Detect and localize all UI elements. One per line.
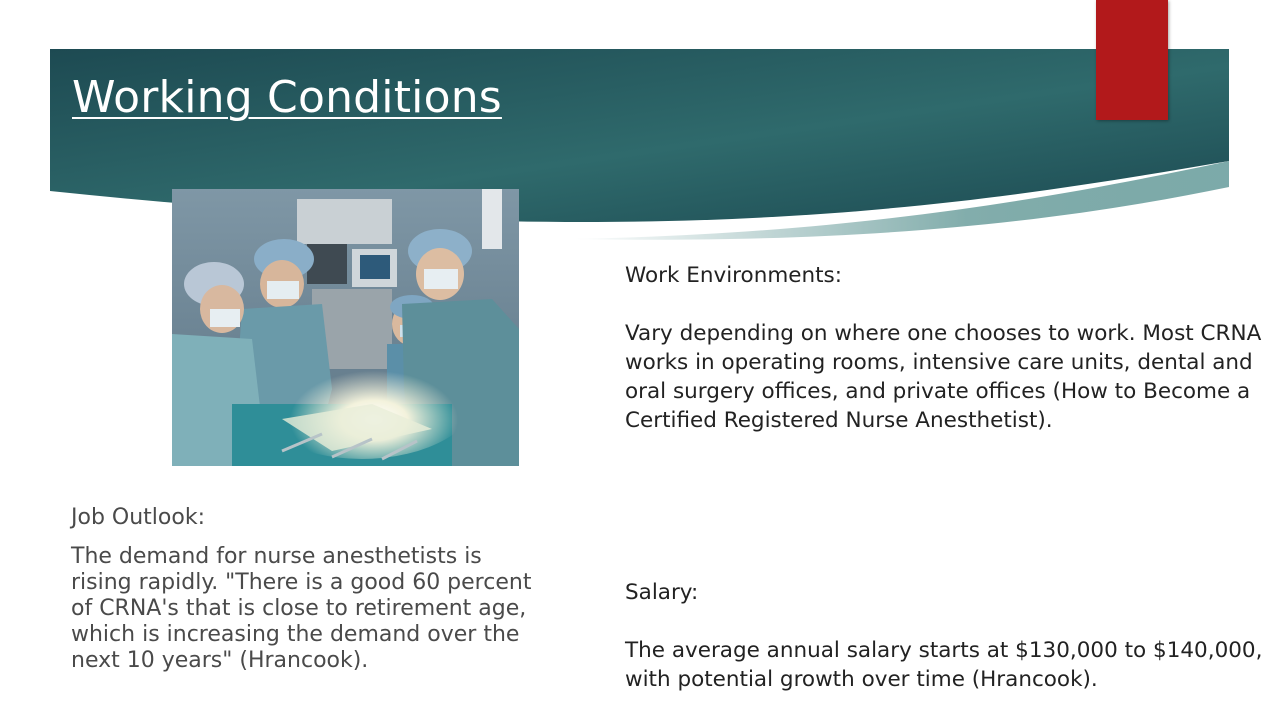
- surgical-team-photo: [172, 189, 519, 466]
- work-environments-heading: Work Environments:: [625, 263, 843, 288]
- slide-title: Working Conditions: [72, 72, 502, 123]
- job-outlook-heading: Job Outlook:: [71, 505, 205, 530]
- salary-heading: Salary:: [625, 580, 699, 605]
- work-environments-text: Vary depending on where one chooses to work. Most CRNA works in operating rooms, intensive care units, dental and oral surgery offices, and private offices (How to Become a Certified Registered Nurse Anesthetist).: [625, 321, 1262, 433]
- salary-text: The average annual salary starts at $130,000 to $140,000, with potential growth over time (Hrancook).: [625, 638, 1263, 692]
- job-outlook-text: The demand for nurse anesthetists is rising rapidly. "There is a good 60 percent of CRNA's that is close to retirement age, which is increasing the demand over the next 10 years" (Hrancook).: [71, 544, 532, 673]
- accent-red-tab: [1096, 0, 1168, 120]
